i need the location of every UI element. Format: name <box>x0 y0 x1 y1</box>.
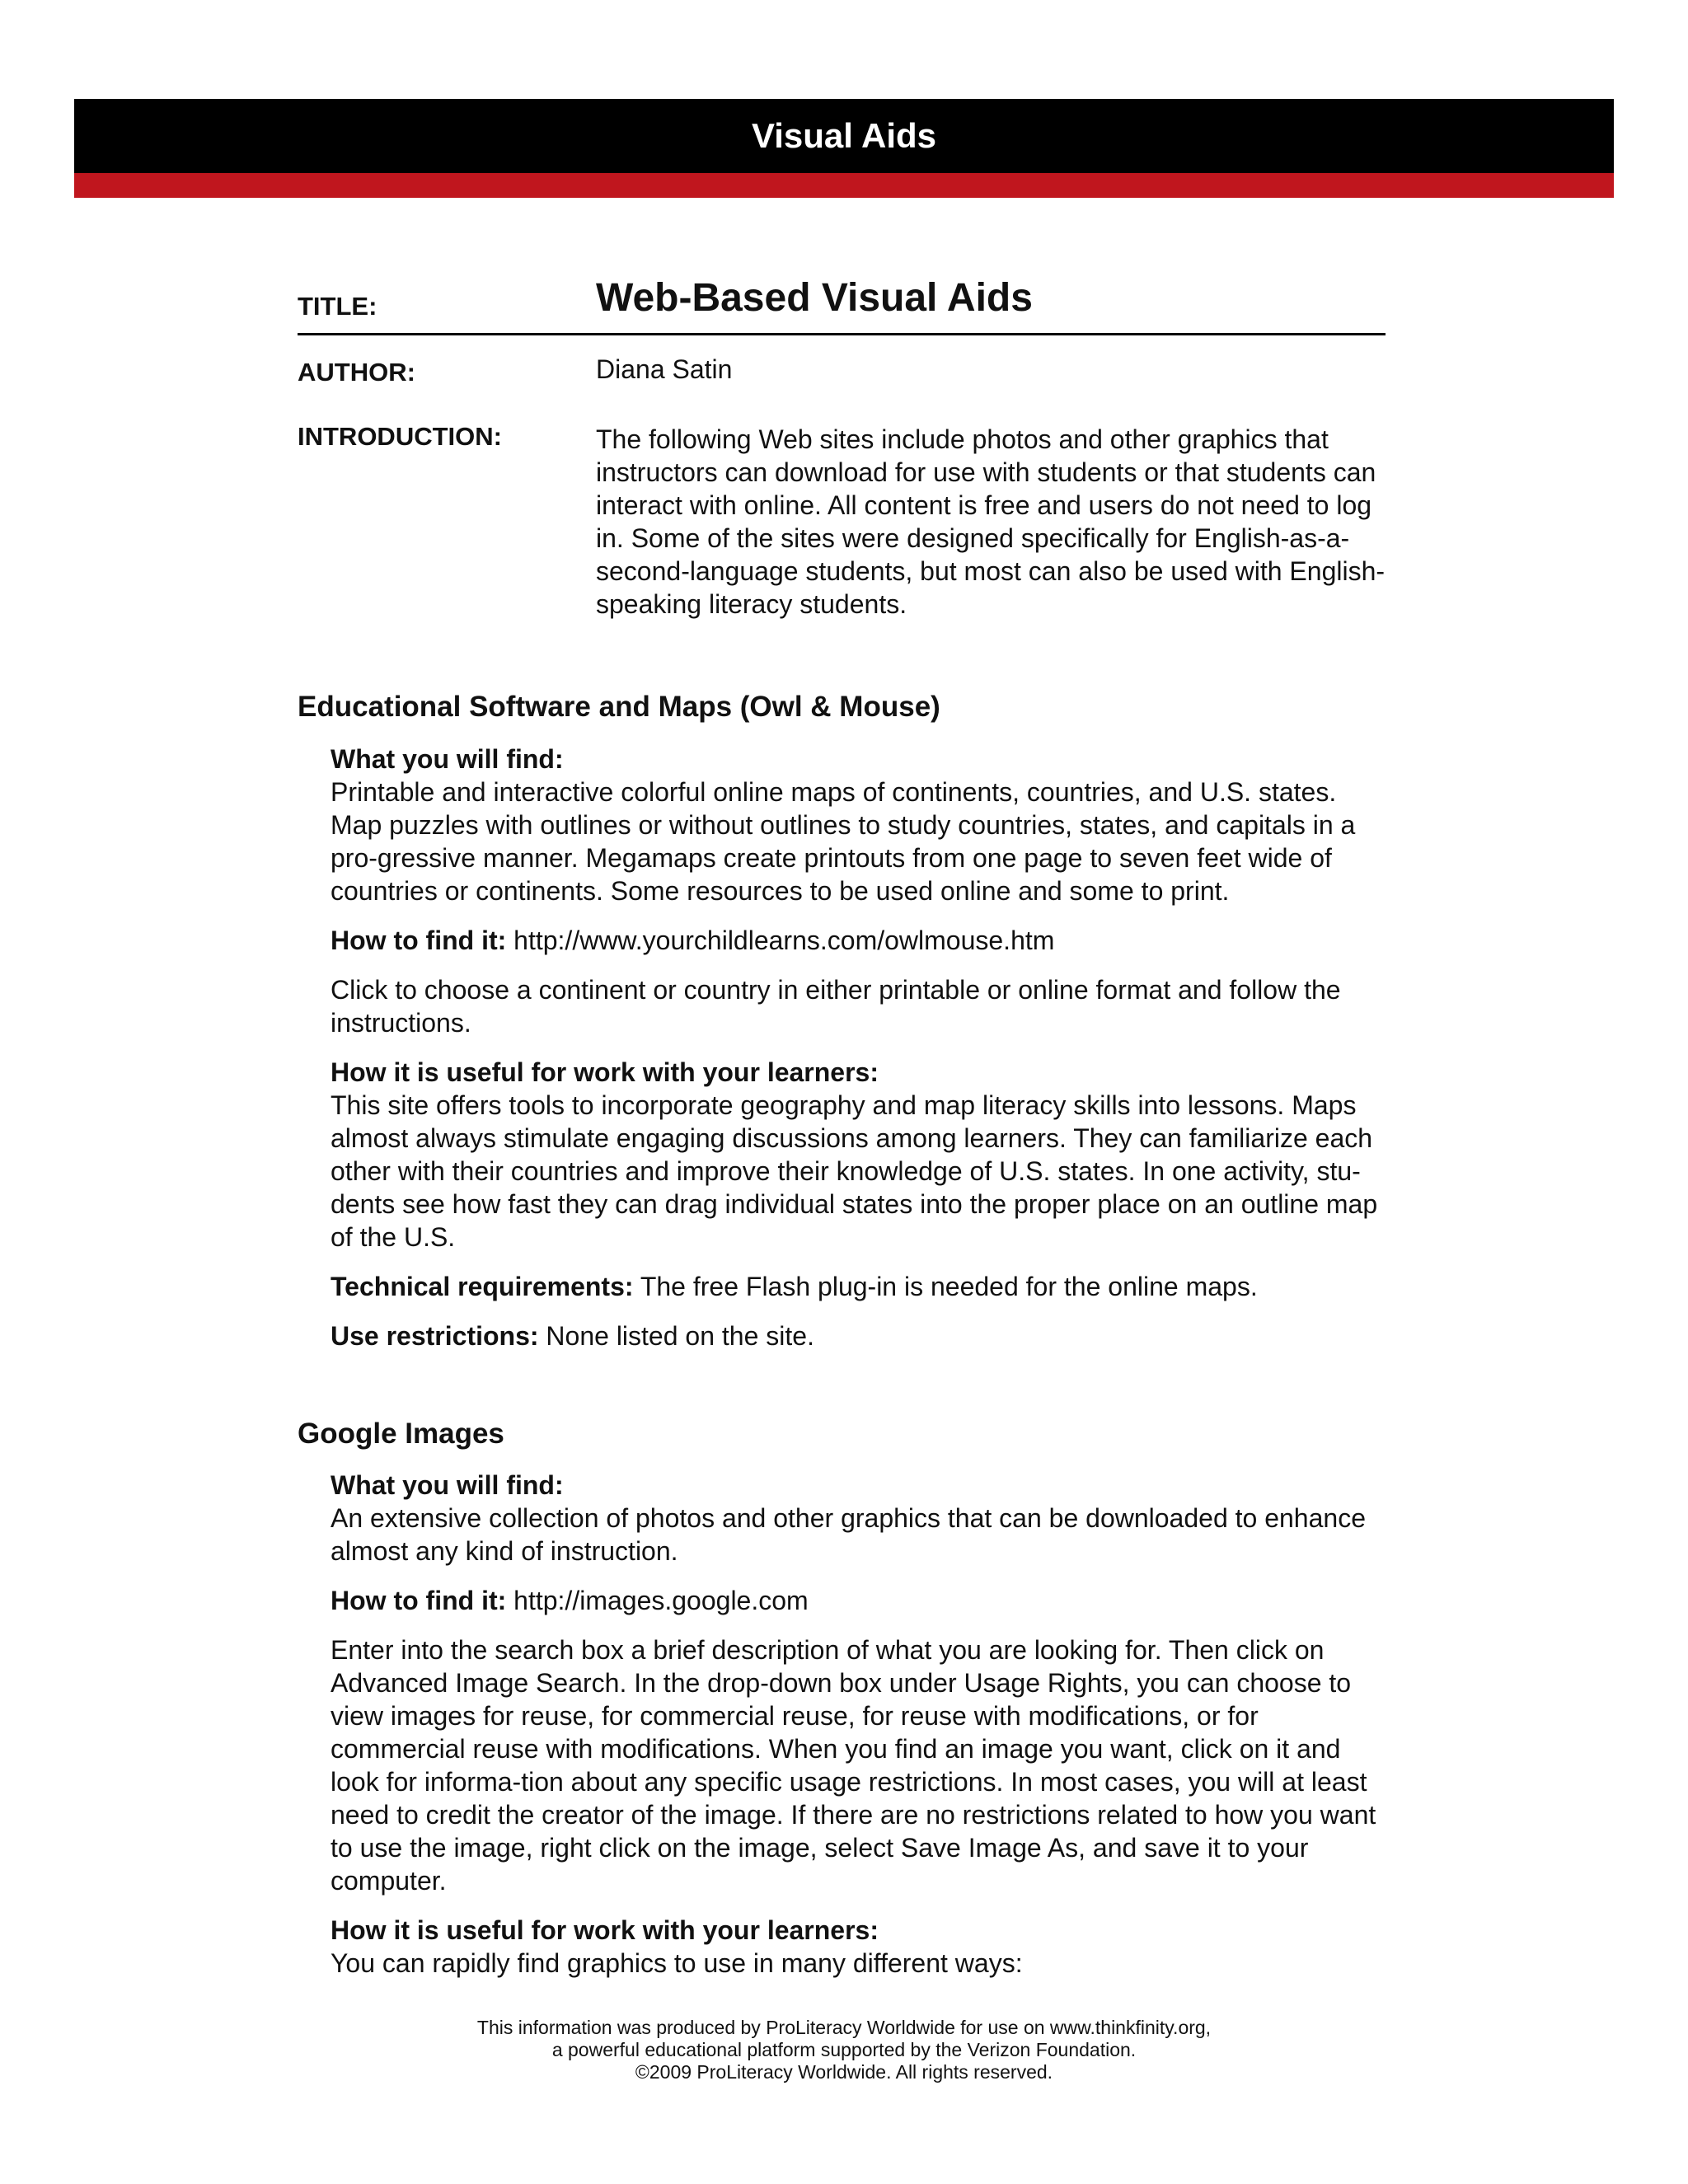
title-row <box>298 275 1386 333</box>
how-text: Enter into the search box a brief description of what you are looking for. Then click on Advanced Image Search. In the drop-down box under Usage Rights, you can choose to view images for reuse, for commercial reuse, for reuse with modifications, or for commercial reuse with modifications. When you find an image you want, click on it and look for informa-tion about any specific usage restrictions. In most cases, you will at least need to credit the creator of the image. If there are no restrictions related to how you want to use the image, right click on the image, select Save Image As, and save it to your computer. <box>331 1635 1376 1896</box>
how-to-find-line <box>331 1584 1390 1617</box>
find-text: Printable and interactive colorful online maps of continents, countries, and U.S. states. Map puzzles with outlines or without outlines to study countries, states, and capitals in a pro-gressive manner. Megamaps create printouts from one page to seven feet wide of countries or continents. Some resources to be used online and some to print. <box>331 777 1356 906</box>
introduction-label: INTRODUCTION: <box>298 422 502 451</box>
how-to-find-line <box>331 924 1390 957</box>
find-label: What you will find: <box>331 1470 564 1500</box>
google-images-url[interactable]: http://images.google.com <box>513 1586 809 1615</box>
use-text: None listed on the site. <box>546 1321 814 1351</box>
footer <box>0 2017 1688 2083</box>
use-label: Use restrictions: <box>331 1321 539 1351</box>
how-text: Click to choose a continent or country in either printable or online format and follow the instructions. <box>331 975 1341 1038</box>
section-owl-mouse <box>331 743 1390 1352</box>
document-title: Web-Based Visual Aids <box>596 276 1033 320</box>
useful-label: How it is useful for work with your learners: <box>331 1915 879 1945</box>
footer-copyright: ©2009 ProLiteracy Worldwide. All rights reserved. <box>635 2061 1053 2083</box>
section-title-google-images: Google Images <box>298 1418 504 1450</box>
author-label: AUTHOR: <box>298 358 415 387</box>
tech-text: The free Flash plug-in is needed for the online maps. <box>640 1272 1258 1301</box>
tech-label: Technical requirements: <box>331 1272 634 1301</box>
header-title: Visual Aids <box>751 116 937 155</box>
introduction-text: The following Web sites include photos and other graphics that instructors can download for use with students or that students can interact with online. All content is free and users do not need to log in. Some of the sites were designed specifically for English-as-a-second-language students, but most can also be used with English-speaking literacy students. <box>596 424 1386 619</box>
how-label: How to find it: <box>331 926 507 955</box>
tech-requirements-line <box>331 1270 1390 1303</box>
find-label: What you will find: <box>331 744 564 774</box>
author-row <box>298 354 1386 391</box>
title-divider <box>298 333 1386 335</box>
find-text: An extensive collection of photos and other graphics that can be downloaded to enhance almost any kind of instruction. <box>331 1503 1366 1566</box>
use-restrictions-line <box>331 1319 1390 1352</box>
footer-line-2: a powerful educational platform supported by the Verizon Foundation. <box>551 2039 1137 2060</box>
author-name: Diana Satin <box>596 354 733 384</box>
how-label: How to find it: <box>331 1586 507 1615</box>
header-accent-stripe <box>74 173 1614 198</box>
useful-text: This site offers tools to incorporate geography and map literacy skills into lessons. Maps almost always stimulate engaging discussions among learners. They can familiarize each other with their countries and improve their knowledge of U.S. states. In one activity, stu-dents see how fast they can drag individual states into the proper place on an outline map of the U.S. <box>331 1090 1378 1252</box>
section-title-owl-mouse: Educational Software and Maps (Owl & Mouse) <box>298 691 940 723</box>
header-title-bar <box>74 99 1614 173</box>
footer-line-1: This information was produced by ProLiteracy Worldwide for use on www.thinkfinity.org, <box>476 2017 1212 2038</box>
section-google-images <box>331 1469 1390 1980</box>
useful-text: You can rapidly find graphics to use in many different ways: <box>331 1948 1023 1978</box>
useful-label: How it is useful for work with your learners: <box>331 1057 879 1087</box>
title-label: TITLE: <box>298 292 377 321</box>
header-banner <box>74 99 1614 199</box>
owl-mouse-url[interactable]: http://www.yourchildlearns.com/owlmouse.htm <box>513 926 1055 955</box>
